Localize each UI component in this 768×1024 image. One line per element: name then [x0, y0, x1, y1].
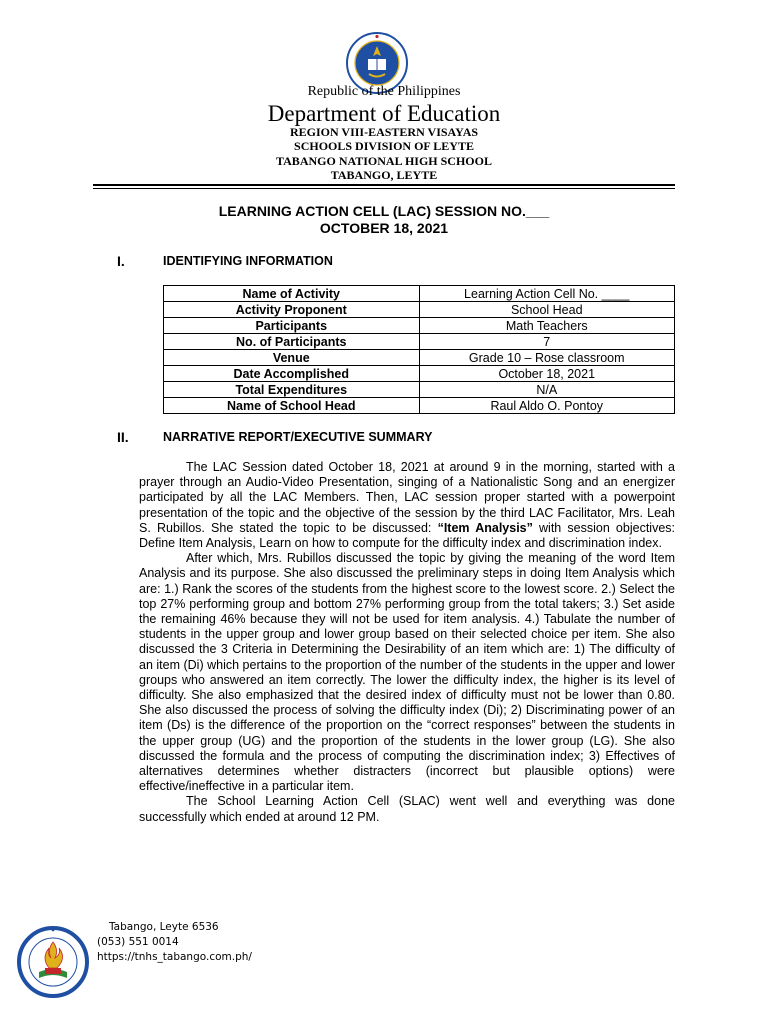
header-divider-thin	[93, 188, 675, 189]
section-heading: IDENTIFYING INFORMATION	[163, 254, 333, 268]
row-value: Grade 10 – Rose classroom	[419, 350, 675, 366]
row-label: Name of School Head	[164, 398, 420, 414]
section-number: I.	[117, 253, 125, 269]
row-value: October 18, 2021	[419, 366, 675, 382]
row-label: Participants	[164, 318, 420, 334]
location-line: TABANGO, LEYTE	[330, 168, 438, 182]
table-row	[164, 350, 675, 366]
school-line: TABANGO NATIONAL HIGH SCHOOL	[276, 154, 492, 168]
footer-phone: (053) 551 0014	[97, 936, 179, 948]
row-value: School Head	[419, 302, 675, 318]
section-heading: NARRATIVE REPORT/EXECUTIVE SUMMARY	[163, 430, 433, 444]
table-row	[164, 398, 675, 414]
footer-website: https://tnhs_tabango.com.ph/	[97, 951, 252, 963]
table-row	[164, 318, 675, 334]
row-value: 7	[419, 334, 675, 350]
division-line: SCHOOLS DIVISION OF LEYTE	[294, 139, 474, 153]
row-value: Math Teachers	[419, 318, 675, 334]
table-row	[164, 334, 675, 350]
department-name: Department of Education	[267, 101, 501, 126]
row-label: Total Expenditures	[164, 382, 420, 398]
narrative-paragraph: After which, Mrs. Rubillos discussed the topic by giving the meaning of the word Item Analysis and its purpose. She also discussed the preliminary steps in doing Item Analysis which are: 1.) Rank the scores of the students from the highest score to the lowest score. 2.) Select the top 27% performing group and bottom 27% performing group from the total takers; 3.) Set aside the remaining 46% because they will not be used for item analysis. 4.) Tabulate the number of students in the upper group and lower group based on their selected choice per item. She also discussed the 3 Criteria in Determining the Desirability of an item which are: 1) The difficulty of an item (Di) which pertains to the proportion of the number of the students in the upper and lower groups who answered an item correctly. The lower the difficulty index, the higher is its level of difficulty. She also emphasized that the desired index of difficulty must not be lower than 0.80. She also discussed the process of solving the difficulty index (Di); 2) Discriminating power of an item (Ds) is the difference of the proportion on the “correct responses” between the students in the upper group (UG) and the proportion of the students in the lower group (LG). She also discussed the formula and the process of computing the discrimination index; 3) Effectives of alternatives determines whether distracters (incorrect but plausible options) were effective/ineffective in a particular item.	[139, 551, 675, 794]
row-label: Name of Activity	[164, 286, 420, 302]
row-label: Date Accomplished	[164, 366, 420, 382]
row-value: N/A	[419, 382, 675, 398]
table-row	[164, 302, 675, 318]
row-value: Learning Action Cell No. ____	[419, 286, 675, 302]
identifying-info-table	[163, 285, 675, 414]
row-label: Activity Proponent	[164, 302, 420, 318]
section-number: II.	[117, 429, 129, 445]
row-label: No. of Participants	[164, 334, 420, 350]
table-row	[164, 382, 675, 398]
row-label: Venue	[164, 350, 420, 366]
header-divider-thick	[93, 184, 675, 186]
table-row	[164, 286, 675, 302]
school-seal-logo	[17, 926, 89, 998]
document-title: LEARNING ACTION CELL (LAC) SESSION NO.___	[218, 203, 550, 219]
republic-line: Republic of the Philippines	[307, 84, 461, 99]
row-value: Raul Aldo O. Pontoy	[419, 398, 675, 414]
topic-emphasis: “Item Analysis”	[437, 520, 533, 535]
narrative-paragraph: The LAC Session dated October 18, 2021 at around 9 in the morning, started with a prayer through an Audio-Video Presentation, singing of a Nationalistic Song and an energizer participated by all the LAC Members. Then, LAC session proper started with a powerpoint presentation of the topic and the objective of the session by the third LAC Facilitator, Mrs. Leah S. Rubillos. She stated the topic to be discussed: “Item Analysis” with session objectives: Define Item Analysis, Learn on how to compute for the difficulty index and discrimination index.	[139, 460, 675, 551]
narrative-report	[139, 460, 675, 825]
region-line: REGION VIII-EASTERN VISAYAS	[289, 125, 479, 139]
table-row	[164, 366, 675, 382]
footer-contact	[97, 920, 252, 965]
narrative-paragraph: The School Learning Action Cell (SLAC) went well and everything was done successfully which ended at around 12 PM.	[139, 794, 675, 824]
document-date: OCTOBER 18, 2021	[319, 220, 449, 236]
footer-address: Tabango, Leyte 6536	[109, 921, 219, 933]
